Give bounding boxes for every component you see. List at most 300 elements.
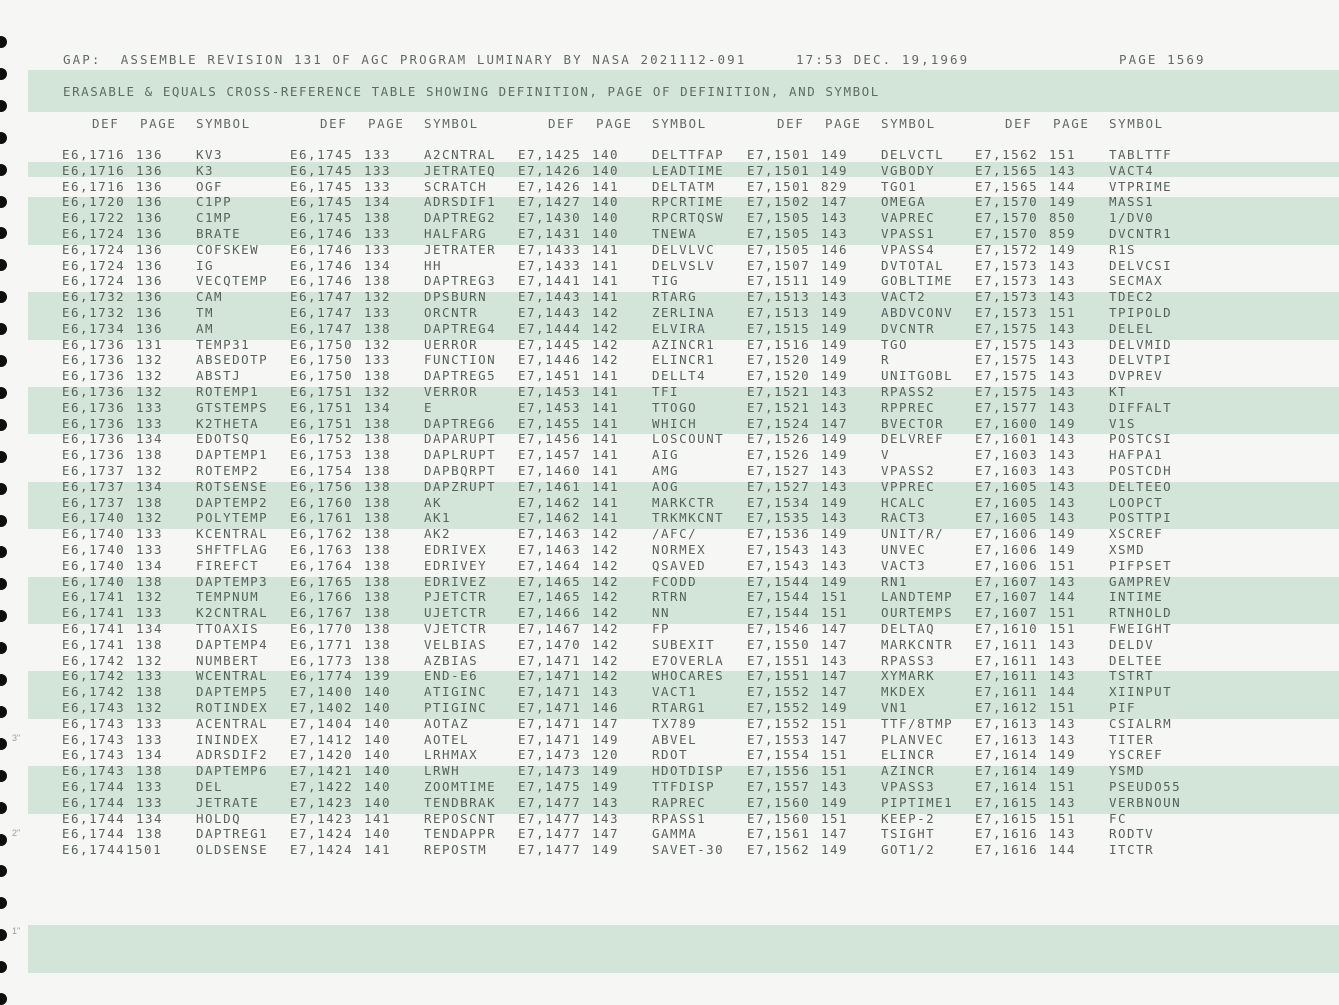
page-cell: 133 [364,352,392,368]
symbol-cell: EDOTSQ [196,431,251,447]
symbol-cell: DAPTREG2 [424,210,497,226]
def-cell: E7,1471 [518,700,582,715]
page-cell: 132 [136,352,164,368]
page-cell: 147 [821,621,849,636]
column-header-page: PAGE [368,116,405,131]
symbol-cell: GOT1/2 [881,842,936,858]
symbol-cell: ADRSDIF2 [196,747,269,763]
table-row [0,842,1339,858]
page-cell: 143 [821,478,849,494]
page-cell: 143 [592,684,620,700]
page-cell: 143 [821,542,849,557]
def-cell: E6,1744 [62,794,126,810]
def-cell: E7,1573 [975,305,1039,320]
def-cell: E6,1734 [62,320,126,336]
table-row [0,589,1339,605]
def-cell: E7,1477 [518,810,582,826]
def-cell: E7,1462 [518,510,582,526]
symbol-cell: YSCREF [1109,747,1164,763]
table-row [0,763,1339,779]
symbol-cell: ABDVCONV [881,305,954,320]
symbol-cell: DAPZRUPT [424,478,497,494]
page-cell: 138 [136,447,164,463]
table-row [0,179,1339,195]
symbol-cell: REPOSCNT [424,810,497,826]
def-cell: E6,1745 [290,178,354,194]
page-cell: 149 [821,431,849,447]
page-cell: 140 [592,210,620,226]
page-cell: 147 [821,636,849,652]
def-cell: E6,1774 [290,668,354,684]
page-cell: 133 [136,526,164,542]
page-cell: 140 [364,779,392,794]
symbol-cell: DELLT4 [652,368,707,384]
symbol-cell: RPCRTQSW [652,210,725,226]
page-cell: 147 [592,715,620,731]
listing-timestamp: 17:53 DEC. 19,1969 [796,52,970,67]
page-cell: 143 [1049,510,1077,526]
page-cell: 149 [821,352,849,368]
symbol-cell: LANDTEMP [881,589,954,605]
def-cell: E7,1477 [518,842,582,858]
def-cell: E6,1740 [62,542,126,557]
def-cell: E7,1610 [975,621,1039,636]
def-cell: E6,1751 [290,415,354,431]
symbol-cell: AK1 [424,510,452,526]
symbol-cell: DVTOTAL [881,257,945,273]
symbol-cell: HDOTDISP [652,763,725,779]
def-cell: E7,1501 [747,162,811,178]
table-row [0,795,1339,811]
page-cell: 140 [364,700,392,715]
column-header-def: DEF [1005,116,1033,131]
table-row [0,716,1339,732]
page-cell: 143 [1049,573,1077,589]
page-cell: 149 [821,447,849,463]
table-row [0,526,1339,542]
table-title: ERASABLE & EQUALS CROSS-REFERENCE TABLE SHOWING DEFINITION, PAGE OF DEFINITION, AND SYMBOL [63,84,880,99]
page-cell: 134 [136,747,164,763]
symbol-cell: LRHMAX [424,747,479,763]
def-cell: E6,1724 [62,257,126,273]
page-cell: 151 [1049,305,1077,320]
def-cell: E7,1426 [518,178,582,194]
page-cell: 141 [364,842,392,858]
page-cell: 143 [592,794,620,810]
page-cell: 133 [136,779,164,794]
page-cell: 142 [592,336,620,352]
page-cell: 140 [364,794,392,810]
column-header-page: PAGE [596,116,633,131]
def-cell: E6,1737 [62,478,126,494]
def-cell: E7,1605 [975,494,1039,510]
symbol-cell: JETRATE [196,794,260,810]
page-cell: 149 [1049,542,1077,557]
symbol-cell: K2THETA [196,415,260,431]
page-cell: 138 [364,652,392,668]
table-row [0,305,1339,321]
page-cell: 143 [1049,162,1077,178]
def-cell: E6,1747 [290,289,354,305]
symbol-cell: GAMMA [652,826,698,842]
page-cell: 132 [364,384,392,399]
symbol-cell: VPASS4 [881,241,936,257]
symbol-cell: KEEP-2 [881,810,936,826]
page-cell: 138 [136,573,164,589]
symbol-cell: YSMD [1109,763,1146,779]
symbol-cell: POSTCSI [1109,431,1173,447]
page-cell: 133 [136,399,164,415]
def-cell: E7,1423 [290,794,354,810]
table-row [0,210,1339,226]
symbol-cell: DELDV [1109,636,1155,652]
def-cell: E6,1750 [290,352,354,368]
table-row [0,163,1339,179]
symbol-cell: K3 [196,162,215,178]
symbol-cell: ELINCR [881,747,936,763]
def-cell: E7,1536 [747,526,811,542]
page-cell: 138 [364,526,392,542]
page-cell: 134 [136,557,164,573]
symbol-cell: MARKCNTR [881,636,954,652]
page-cell: 132 [136,652,164,668]
symbol-cell: EDRIVEX [424,542,488,557]
symbol-cell: TRKMKCNT [652,510,725,526]
symbol-cell: MARKCTR [652,494,716,510]
def-cell: E7,1463 [518,526,582,542]
symbol-cell: KCENTRAL [196,526,269,542]
symbol-cell: ACENTRAL [196,715,269,731]
symbol-cell: K2CNTRAL [196,605,269,621]
table-row [0,732,1339,748]
page-cell: 138 [364,636,392,652]
table-row [0,337,1339,353]
symbol-cell: ZOOMTIME [424,779,497,794]
symbol-cell: AOTAZ [424,715,470,731]
page-cell: 132 [136,368,164,384]
def-cell: E7,1526 [747,447,811,463]
symbol-cell: TENDBRAK [424,794,497,810]
def-cell: E6,1736 [62,431,126,447]
table-row [0,289,1339,305]
def-cell: E7,1565 [975,162,1039,178]
def-cell: E6,1732 [62,289,126,305]
page-cell: 147 [821,684,849,700]
symbol-cell: UJETCTR [424,605,488,621]
def-cell: E7,1535 [747,510,811,526]
def-cell: E7,1433 [518,257,582,273]
page-cell: 133 [364,162,392,178]
page-cell: 151 [821,747,849,763]
page-cell: 143 [821,652,849,668]
def-cell: E7,1402 [290,700,354,715]
symbol-cell: TEMPNUM [196,589,260,605]
page-cell: 134 [364,194,392,210]
page-cell: 141 [592,447,620,463]
def-cell: E6,1750 [290,368,354,384]
page-cell: 140 [592,162,620,178]
def-cell: E7,1471 [518,731,582,747]
def-cell: E7,1572 [975,241,1039,257]
def-cell: E7,1462 [518,494,582,510]
def-cell: E7,1557 [747,779,811,794]
def-cell: E7,1520 [747,368,811,384]
def-cell: E7,1611 [975,652,1039,668]
page-cell: 133 [364,226,392,241]
def-cell: E6,1744 [62,842,126,858]
def-cell: E7,1446 [518,352,582,368]
def-cell: E7,1420 [290,747,354,763]
tractor-hole [0,961,7,973]
page-cell: 140 [364,715,392,731]
symbol-cell: BRATE [196,226,242,241]
page-cell: 850 [1049,210,1077,226]
table-row [0,542,1339,558]
page-cell: 149 [821,573,849,589]
symbol-cell: GOBLTIME [881,273,954,289]
column-header-page: PAGE [140,116,177,131]
symbol-cell: CAM [196,289,224,305]
page-cell: 149 [592,731,620,747]
listing-header: GAP: ASSEMBLE REVISION 131 OF AGC PROGRAM LUMINARY BY NASA 2021112-091 [63,52,747,67]
symbol-cell: DEL [196,779,224,794]
column-header-symbol: SYMBOL [424,116,479,131]
symbol-cell: RPCRTIME [652,194,725,210]
def-cell: E6,1746 [290,241,354,257]
def-cell: E6,1740 [62,557,126,573]
def-cell: E7,1575 [975,320,1039,336]
def-cell: E6,1747 [290,320,354,336]
page-cell: 151 [821,810,849,826]
symbol-cell: UNITGOBL [881,368,954,384]
symbol-cell: LOSCOUNT [652,431,725,447]
page-cell: 149 [821,336,849,352]
def-cell: E6,1716 [62,178,126,194]
page-cell: 143 [1049,368,1077,384]
symbol-cell: FUNCTION [424,352,497,368]
def-cell: E6,1732 [62,305,126,320]
def-cell: E6,1743 [62,731,126,747]
def-cell: E7,1433 [518,241,582,257]
def-cell: E7,1546 [747,621,811,636]
symbol-cell: RTARG [652,289,698,305]
symbol-cell: AK2 [424,526,452,542]
page-cell: 133 [136,794,164,810]
page-cell: 143 [821,557,849,573]
page-cell: 141 [592,478,620,494]
page-cell: 149 [821,147,849,162]
def-cell: E7,1552 [747,715,811,731]
symbol-cell: VACT1 [652,684,698,700]
page-cell: 140 [364,747,392,763]
def-cell: E7,1457 [518,447,582,463]
page-cell: 829 [821,178,849,194]
def-cell: E7,1544 [747,605,811,621]
symbol-cell: TEMP31 [196,336,251,352]
table-row [0,242,1339,258]
symbol-cell: ROTINDEX [196,700,269,715]
margin-mark: 3" [12,733,21,743]
symbol-cell: SHFTFLAG [196,542,269,557]
page-cell: 151 [1049,621,1077,636]
tractor-hole [0,68,7,80]
def-cell: E7,1606 [975,557,1039,573]
symbol-cell: KV3 [196,147,224,162]
def-cell: E6,1746 [290,273,354,289]
symbol-cell: VTPRIME [1109,178,1173,194]
symbol-cell: AZBIAS [424,652,479,668]
def-cell: E6,1724 [62,273,126,289]
column-header-page: PAGE [825,116,862,131]
symbol-cell: RAPREC [652,794,707,810]
def-cell: E7,1502 [747,194,811,210]
page-cell: 141 [592,494,620,510]
symbol-cell: REPOSTM [424,842,488,858]
margin-mark: 2" [12,828,21,838]
def-cell: E7,1501 [747,147,811,162]
symbol-cell: RPASS3 [881,652,936,668]
def-cell: E7,1451 [518,368,582,384]
page-cell: 138 [364,320,392,336]
symbol-cell: EDRIVEZ [424,573,488,589]
symbol-cell: BVECTOR [881,415,945,431]
def-cell: E7,1505 [747,226,811,241]
page-cell: 132 [364,336,392,352]
def-cell: E6,1745 [290,194,354,210]
symbol-cell: POLYTEMP [196,510,269,526]
page-cell: 149 [592,779,620,794]
def-cell: E7,1550 [747,636,811,652]
symbol-cell: /AFC/ [652,526,698,542]
symbol-cell: DAPTREG1 [196,826,269,842]
def-cell: E7,1443 [518,305,582,320]
symbol-cell: DELVSLV [652,257,716,273]
symbol-cell: DAPTEMP5 [196,684,269,700]
def-cell: E7,1427 [518,194,582,210]
table-row [0,400,1339,416]
page-cell: 149 [821,320,849,336]
def-cell: E7,1453 [518,399,582,415]
symbol-cell: QSAVED [652,557,707,573]
page-cell: 143 [821,226,849,241]
symbol-cell: VELBIAS [424,636,488,652]
table-row [0,826,1339,842]
def-cell: E7,1616 [975,842,1039,858]
def-cell: E7,1560 [747,794,811,810]
page-cell: 143 [1049,257,1077,273]
def-cell: E7,1601 [975,431,1039,447]
def-cell: E6,1771 [290,636,354,652]
def-cell: E7,1441 [518,273,582,289]
symbol-cell: TDEC2 [1109,289,1155,305]
page-cell: 131 [136,336,164,352]
symbol-cell: DELVCTL [881,147,945,162]
symbol-cell: VACT2 [881,289,927,305]
page-cell: 143 [821,289,849,305]
symbol-cell: SAVET-30 [652,842,725,858]
page-cell: 140 [592,194,620,210]
def-cell: E7,1552 [747,684,811,700]
page-cell: 143 [1049,794,1077,810]
symbol-cell: RN1 [881,573,909,589]
def-cell: E6,1766 [290,589,354,605]
table-row [0,653,1339,669]
def-cell: E7,1524 [747,415,811,431]
column-header-page: PAGE [1053,116,1090,131]
symbol-cell: TITER [1109,731,1155,747]
page-cell: 138 [364,557,392,573]
table-row [0,368,1339,384]
page-cell: 141 [592,289,620,305]
symbol-cell: C1MP [196,210,233,226]
symbol-cell: DIFFALT [1109,399,1173,415]
page-cell: 132 [136,463,164,478]
page-cell: 149 [821,526,849,542]
page-cell: 143 [821,463,849,478]
page-cell: 133 [136,731,164,747]
symbol-cell: FWEIGHT [1109,621,1173,636]
symbol-cell: AZINCR1 [652,336,716,352]
def-cell: E7,1421 [290,763,354,779]
symbol-cell: POSTTPI [1109,510,1173,526]
symbol-cell: DELTAQ [881,621,936,636]
page-cell: 132 [136,589,164,605]
table-row [0,273,1339,289]
page-cell: 143 [592,810,620,826]
symbol-cell: HOLDQ [196,810,242,826]
def-cell: E6,1746 [290,257,354,273]
def-cell: E6,1736 [62,368,126,384]
def-cell: E7,1611 [975,684,1039,700]
def-cell: E6,1741 [62,589,126,605]
symbol-cell: PIF [1109,700,1137,715]
page-cell: 134 [136,810,164,826]
symbol-cell: DAPTREG6 [424,415,497,431]
table-row [0,495,1339,511]
symbol-cell: ROTEMP2 [196,463,260,478]
symbol-cell: ITCTR [1109,842,1155,858]
def-cell: E6,1720 [62,194,126,210]
def-cell: E7,1561 [747,826,811,842]
symbol-cell: SUBEXIT [652,636,716,652]
symbol-cell: DVCNTR [881,320,936,336]
page-cell: 134 [364,399,392,415]
def-cell: E7,1521 [747,384,811,399]
table-row [0,558,1339,574]
tractor-hole [0,993,7,1005]
def-cell: E7,1404 [290,715,354,731]
symbol-cell: NN [652,605,671,621]
def-cell: E7,1556 [747,763,811,779]
page-cell: 138 [364,431,392,447]
def-cell: E7,1615 [975,794,1039,810]
def-cell: E7,1467 [518,621,582,636]
table-row [0,352,1339,368]
page-cell: 132 [136,510,164,526]
symbol-cell: DELTEE [1109,652,1164,668]
page-cell: 143 [1049,447,1077,463]
def-cell: E7,1603 [975,447,1039,463]
table-row [0,621,1339,637]
page-cell: 140 [364,684,392,700]
page-cell: 149 [821,794,849,810]
def-cell: E7,1505 [747,241,811,257]
symbol-cell: VERBNOUN [1109,794,1182,810]
def-cell: E7,1471 [518,715,582,731]
symbol-cell: DELVMID [1109,336,1173,352]
symbol-cell: VAPREC [881,210,936,226]
symbol-cell: VJETCTR [424,621,488,636]
